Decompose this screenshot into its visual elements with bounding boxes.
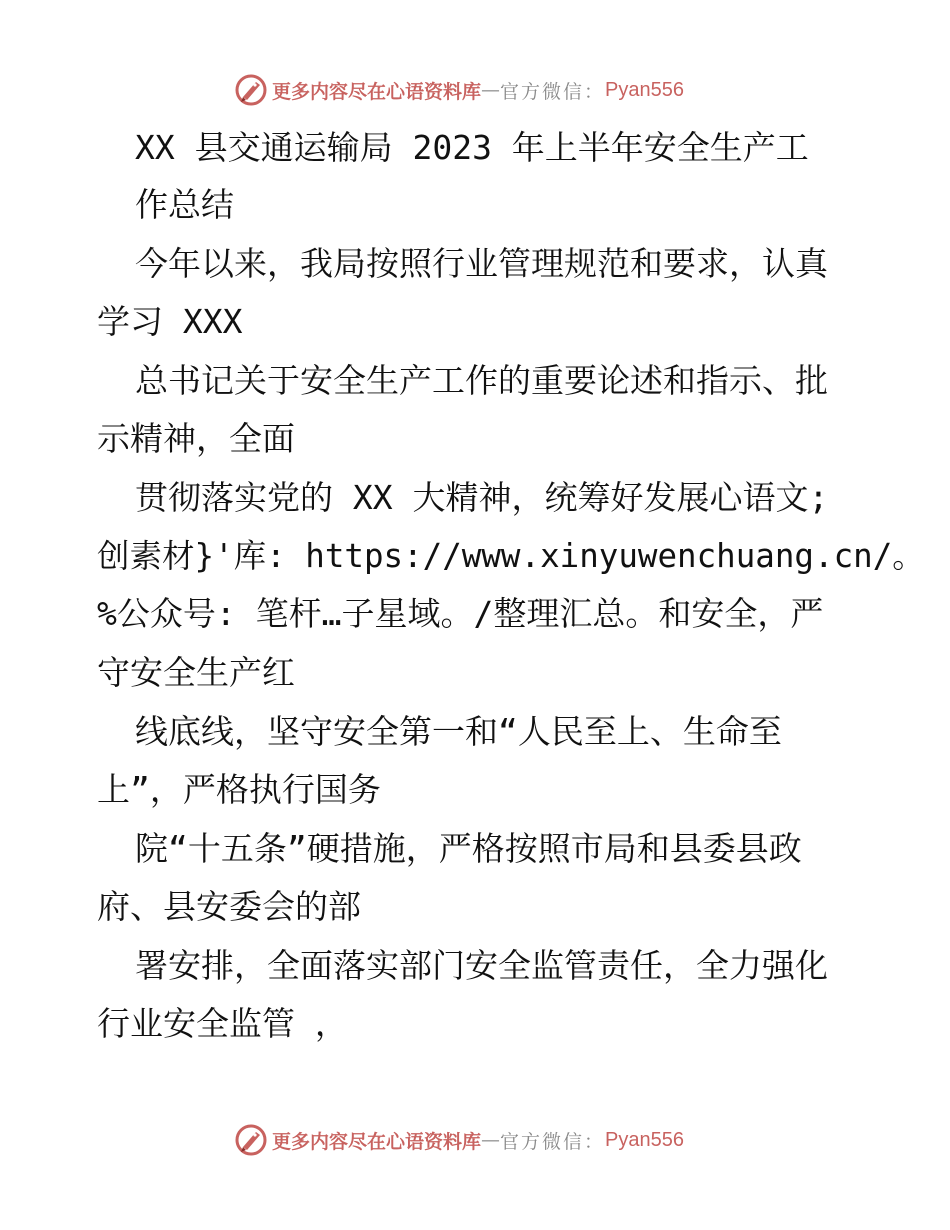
footer-banner <box>234 1122 684 1158</box>
banner-contact-label: 官方微信： <box>500 1130 606 1153</box>
banner-separator: — <box>481 1129 501 1151</box>
body-line: 行业安全监管 ， <box>97 1004 348 1043</box>
body-line: 上”，严格执行国务 <box>97 770 381 809</box>
body-line: 示精神，全面 <box>97 419 295 458</box>
ink-pen-logo-icon <box>234 73 268 107</box>
body-line: 学习 XXX <box>97 302 243 341</box>
header-banner <box>234 72 684 108</box>
document-title-line-1: XX 县交通运输局 2023 年上半年安全生产工 <box>135 128 809 167</box>
banner-contact-id: Pyan556 <box>605 1128 684 1151</box>
body-line: 院“十五条”硬措施，严格按照市局和县委县政 <box>135 829 802 868</box>
banner-contact-label: 官方微信： <box>500 80 606 103</box>
banner-contact-id: Pyan556 <box>605 78 684 101</box>
body-line: 守安全生产红 <box>97 653 295 692</box>
body-line: 创素材}'库: https://www.xinyuwenchuang.cn/。 <box>97 537 925 575</box>
body-line: 署安排，全面落实部门安全监管责任，全力强化 <box>135 946 828 985</box>
body-line: 府、县安委会的部 <box>97 887 361 926</box>
body-line: 总书记关于安全生产工作的重要论述和指示、批 <box>135 361 828 400</box>
body-line: 线底线，坚守安全第一和“人民至上、生命至 <box>135 712 782 751</box>
ink-pen-logo-icon <box>234 1123 268 1157</box>
body-line: 今年以来，我局按照行业管理规范和要求，认真 <box>135 244 828 283</box>
banner-separator: — <box>481 79 501 101</box>
body-line: %公众号: 笔杆…子星域。/整理汇总。和安全，严 <box>97 594 824 633</box>
body-line: 贯彻落实党的 XX 大精神，统筹好发展心语文; <box>135 478 829 517</box>
banner-slogan: 更多内容尽在心语资料库 <box>272 1130 482 1153</box>
document-title-line-2: 作总结 <box>135 185 234 224</box>
banner-slogan: 更多内容尽在心语资料库 <box>272 80 482 103</box>
